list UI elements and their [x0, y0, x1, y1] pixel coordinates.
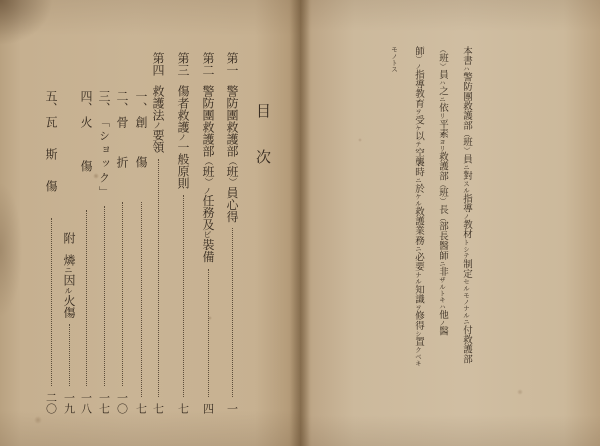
katakana-run: ニ	[438, 260, 446, 267]
katakana-run: セルモノナルニ	[462, 278, 470, 325]
toc-entry-title: 救護法ノ要領	[151, 85, 165, 154]
katakana-run: ノ	[203, 186, 213, 195]
toc-page-number: 七	[134, 403, 148, 414]
toc-entry-title: 傷者救護ノ一般原則	[176, 85, 190, 190]
katakana-run: ナル	[414, 271, 422, 285]
katakana-run: ビ	[203, 230, 213, 239]
katakana-run: スル	[462, 180, 470, 194]
toc-entry-number: 二、	[115, 90, 129, 114]
toc-leader-dots	[122, 202, 123, 386]
katakana-run: ル	[64, 286, 74, 295]
katakana-run: ザルトキハ	[438, 276, 446, 310]
preface-line-4	[387, 46, 399, 73]
katakana-run: ハ	[438, 79, 446, 87]
bracket-run: （	[438, 180, 446, 188]
katakana-run: ニ	[462, 163, 470, 171]
toc-page-number: 一	[225, 403, 239, 414]
bracket-run: ）	[414, 55, 422, 63]
toc-page-number: 二〇	[44, 392, 58, 414]
katakana-run: ヲ	[414, 108, 422, 115]
toc-leader-dots	[86, 210, 87, 386]
katakana-run: シ	[414, 330, 422, 337]
toc-leader-dots	[183, 195, 184, 397]
toc-leader-dots	[69, 324, 70, 386]
toc-page-number: 七	[151, 403, 165, 414]
toc-leader-dots	[141, 202, 142, 397]
katakana-run: ノ	[438, 319, 446, 327]
toc-entry-number: 一、	[134, 90, 148, 114]
katakana-run: ハ	[462, 65, 470, 73]
katakana-run: ヲ	[414, 304, 422, 311]
toc-entry-title: 火傷	[79, 116, 93, 204]
toc-entry-number: 五、	[44, 90, 58, 114]
toc-entry-4	[151, 52, 165, 414]
katakana-run: ニ	[414, 176, 422, 184]
toc-page-number: 一九	[62, 392, 76, 414]
toc-page-number: 七	[176, 403, 190, 414]
toc-entry-title: 警防團救護部（班）員心得	[225, 85, 239, 223]
katakana-run: ケ	[414, 124, 422, 132]
bracket-run: （	[203, 157, 213, 166]
toc-entry-2	[201, 52, 215, 414]
toc-entry-title: 創傷	[134, 116, 148, 196]
katakana-run: モノトス	[390, 46, 398, 73]
toc-page-number: 一八	[79, 392, 93, 414]
bracket-run: ）	[462, 147, 470, 155]
toc-entry-number: 附	[62, 232, 76, 244]
katakana-run: ノ	[414, 62, 422, 70]
katakana-run: ニ	[438, 95, 446, 103]
toc-appendix-entry	[62, 52, 76, 414]
toc-leader-dots	[51, 218, 52, 386]
preface-line-1: 本書ハ警防團救護部（班）員ニ對スル指導ノ教材トシテ制定セルモノナルニ付救護部	[461, 46, 472, 364]
katakana-run: ヨリ	[438, 138, 446, 152]
bracket-run: ）	[227, 177, 237, 187]
toc-entry-number: 第三	[176, 52, 190, 76]
katakana-run: トシテ	[462, 238, 470, 259]
toc-subentry-2	[115, 52, 129, 414]
bracket-run: （	[462, 130, 470, 138]
bracket-run: ）	[438, 197, 446, 205]
toc-entry-title: 「ショック」	[97, 116, 111, 200]
bracket-run: ）	[438, 62, 446, 70]
katakana-run: クベキ	[414, 346, 422, 367]
bracket-run: （	[438, 214, 446, 222]
toc-entry-title: 瓦斯傷	[44, 116, 58, 212]
toc-leader-dots	[158, 159, 159, 397]
toc-entry-title: 警防團救護部（班）ノ任務及ビ裝備	[201, 85, 215, 263]
toc-entry-3	[176, 52, 190, 414]
toc-entry-title: 骨折	[115, 116, 129, 196]
bracket-run: （	[227, 157, 237, 166]
book-gutter	[290, 0, 310, 446]
toc-page-number: 四	[201, 403, 215, 414]
right-page	[300, 0, 600, 446]
katakana-run: ノ	[153, 121, 163, 130]
toc-leader-dots	[104, 206, 105, 386]
toc-leader-dots	[208, 269, 209, 397]
bracket-run: （	[438, 46, 446, 54]
toc-entry-1	[225, 52, 239, 414]
toc-entry-number: 四、	[79, 90, 93, 114]
katakana-run: ノ	[462, 212, 470, 220]
toc-subentry-4	[79, 52, 93, 414]
preface-line-2: （班）員ハ之ニ依リ平素ヨリ救護部（班）長（部長醫師ニ非ザルトキハ他ノ醫	[437, 46, 448, 336]
katakana-run: リ	[438, 112, 446, 119]
toc-heading: 目次	[254, 103, 272, 195]
toc-page-number: 一〇	[115, 392, 129, 414]
toc-entry-number: 第四	[151, 52, 165, 76]
katakana-run: ニ	[64, 266, 74, 275]
preface-line-3: 師）ノ指導教育ヲ受ケ以テ空襲時ニ於ケル救護業務ニ必要ナル知識ヲ修得シ置クベキ	[413, 46, 424, 367]
katakana-run: ノ	[178, 133, 188, 142]
toc-entry-number: 第一	[225, 52, 239, 76]
katakana-run: ケル	[414, 193, 422, 207]
toc-entry-title: 燐ニ因ル火傷	[62, 254, 76, 319]
toc-entry-number: 第二	[201, 52, 215, 76]
katakana-run: ニ	[414, 245, 422, 252]
toc-page-number: 一七	[97, 392, 111, 414]
toc-subentry-3	[97, 52, 111, 414]
toc-subentry-5	[44, 52, 58, 414]
bracket-run: ）	[203, 177, 213, 187]
toc-subentry-1	[134, 52, 148, 414]
katakana-run: テ	[414, 140, 422, 148]
toc-leader-dots	[232, 228, 233, 397]
toc-entry-number: 三、	[97, 90, 111, 114]
